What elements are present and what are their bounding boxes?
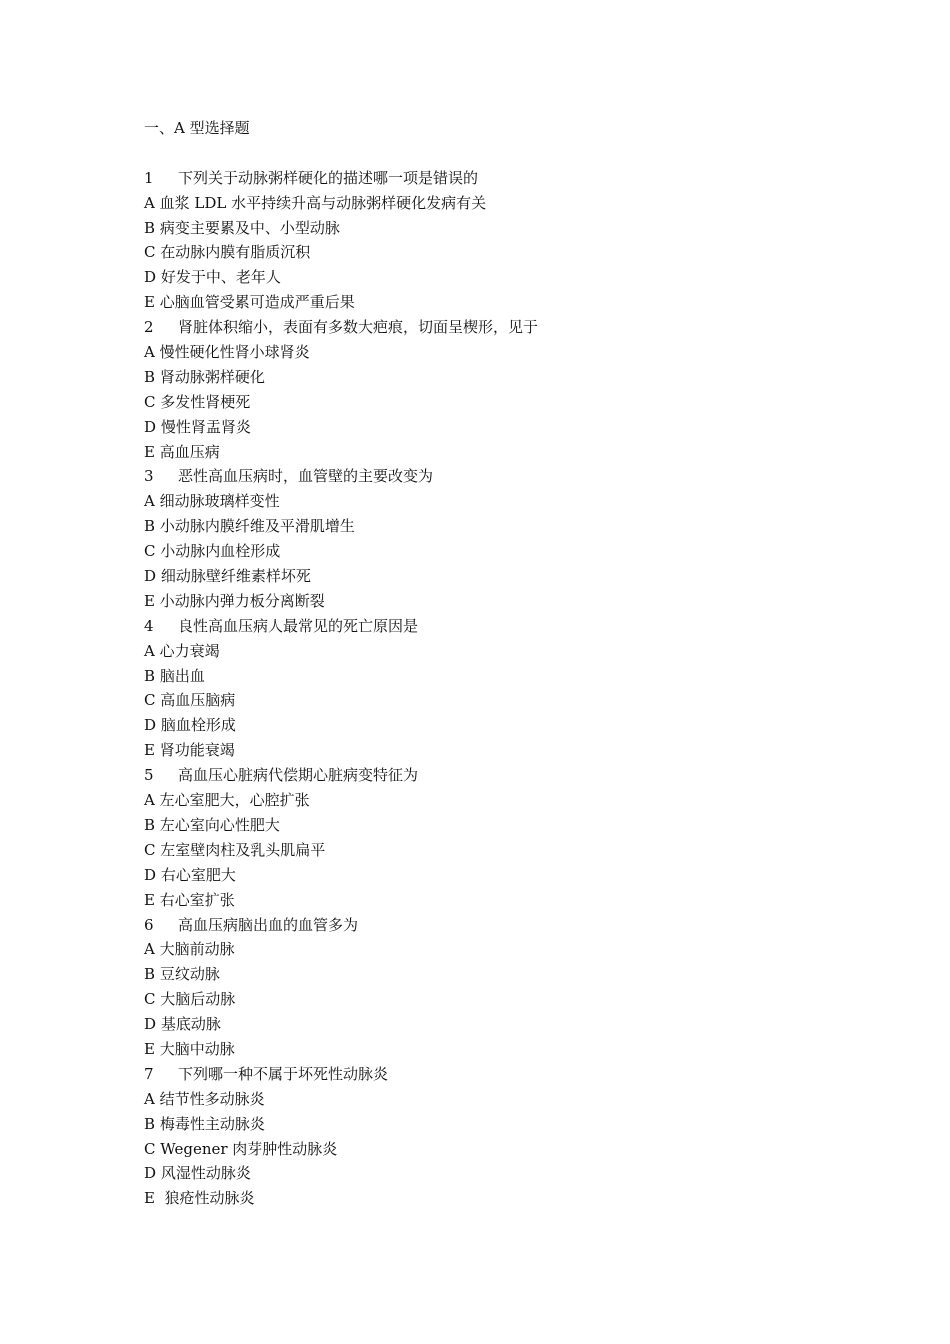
answer-option [144, 987, 844, 1012]
option-letter: B [144, 666, 156, 685]
answer-option [144, 664, 844, 689]
question-stem [144, 315, 844, 340]
option-text: 心脑血管受累可造成严重后果 [159, 293, 355, 312]
question-number: 3 [144, 467, 154, 486]
option-letter: D [144, 1164, 157, 1183]
option-text: 脑血栓形成 [160, 716, 236, 735]
answer-option [144, 390, 844, 415]
option-letter: E [144, 1189, 155, 1208]
option-text: 好发于中、老年人 [160, 268, 281, 287]
answer-option [144, 1161, 844, 1186]
option-text: 小动脉内膜纤维及平滑肌增生 [159, 517, 355, 536]
option-letter: C [144, 1139, 156, 1158]
option-letter: B [144, 815, 156, 834]
question-text: 恶性高血压病时，血管壁的主要改变为 [178, 467, 434, 486]
answer-option [144, 539, 844, 564]
option-text: 大脑中动脉 [159, 1039, 235, 1058]
question-stem [144, 464, 844, 489]
option-text: Wegener 肉芽肿性动脉炎 [160, 1139, 338, 1158]
option-text: 大脑后动脉 [160, 990, 236, 1009]
option-letter: A [144, 343, 155, 362]
option-letter: C [144, 691, 156, 710]
answer-option [144, 265, 844, 290]
question-number: 4 [144, 616, 154, 635]
question-stem [144, 913, 844, 938]
answer-option [144, 1037, 844, 1062]
answer-option [144, 937, 844, 962]
option-text: 右心室扩张 [159, 890, 235, 909]
question-text: 高血压心脏病代偿期心脏病变特征为 [178, 766, 419, 785]
answer-option [144, 340, 844, 365]
option-letter: D [144, 268, 157, 287]
option-letter: B [144, 965, 156, 984]
answer-option [144, 713, 844, 738]
answer-option [144, 738, 844, 763]
option-text: 慢性硬化性肾小球肾炎 [159, 343, 310, 362]
option-letter: A [144, 492, 155, 511]
answer-option [144, 1012, 844, 1037]
answer-option [144, 415, 844, 440]
answer-option [144, 863, 844, 888]
option-letter: A [144, 940, 155, 959]
option-text: 脑出血 [159, 666, 205, 685]
option-letter: B [144, 1114, 156, 1133]
option-text: 右心室肥大 [160, 865, 236, 884]
answer-option [144, 240, 844, 265]
option-text: 肾动脉粥样硬化 [159, 367, 265, 386]
option-letter: D [144, 567, 157, 586]
question-stem [144, 1062, 844, 1087]
question-text: 下列关于动脉粥样硬化的描述哪一项是错误的 [178, 168, 479, 187]
option-letter: D [144, 716, 157, 735]
option-text: 基底动脉 [160, 1015, 221, 1034]
option-letter: A [144, 193, 155, 212]
option-letter: E [144, 1039, 155, 1058]
answer-option [144, 639, 844, 664]
option-text: 病变主要累及中、小型动脉 [159, 218, 340, 237]
option-letter: B [144, 218, 156, 237]
option-text: 狼疮性动脉炎 [159, 1189, 255, 1208]
option-letter: C [144, 392, 156, 411]
option-text: 在动脉内膜有脂质沉积 [160, 243, 311, 262]
option-text: 左室壁肉柱及乳头肌扁平 [160, 840, 326, 859]
question-text: 下列哪一种不属于坏死性动脉炎 [178, 1064, 389, 1083]
option-letter: E [144, 741, 155, 760]
option-text: 高血压病 [159, 442, 220, 461]
option-text: 细动脉壁纤维素样坏死 [160, 567, 311, 586]
option-letter: C [144, 542, 156, 561]
question-list [144, 166, 844, 1211]
option-text: 风湿性动脉炎 [160, 1164, 251, 1183]
option-letter: B [144, 517, 156, 536]
option-text: 大脑前动脉 [159, 940, 235, 959]
answer-option [144, 1087, 844, 1112]
option-letter: D [144, 417, 157, 436]
answer-option [144, 838, 844, 863]
option-letter: C [144, 243, 156, 262]
question-number: 5 [144, 766, 154, 785]
option-letter: E [144, 293, 155, 312]
question-text: 高血压病脑出血的血管多为 [178, 915, 359, 934]
option-text: 血浆 LDL 水平持续升高与动脉粥样硬化发病有关 [159, 193, 487, 212]
answer-option [144, 365, 844, 390]
question-text: 肾脏体积缩小，表面有多数大疤痕，切面呈楔形，见于 [178, 318, 539, 337]
option-text: 多发性肾梗死 [160, 392, 251, 411]
answer-option [144, 1112, 844, 1137]
answer-option [144, 514, 844, 539]
document-content [144, 116, 844, 1211]
option-text: 高血压脑病 [160, 691, 236, 710]
answer-option [144, 216, 844, 241]
option-letter: A [144, 641, 155, 660]
question-text: 良性高血压病人最常见的死亡原因是 [178, 616, 419, 635]
question-number: 1 [144, 168, 154, 187]
question-number: 2 [144, 318, 154, 337]
question-stem [144, 166, 844, 191]
option-letter: B [144, 367, 156, 386]
answer-option [144, 888, 844, 913]
question-stem [144, 763, 844, 788]
question-number: 6 [144, 915, 154, 934]
answer-option [144, 1186, 844, 1211]
option-letter: A [144, 1089, 155, 1108]
answer-option [144, 813, 844, 838]
question-number: 7 [144, 1064, 154, 1083]
answer-option [144, 290, 844, 315]
option-text: 梅毒性主动脉炎 [159, 1114, 265, 1133]
option-letter: D [144, 1015, 157, 1034]
option-text: 小动脉内血栓形成 [160, 542, 281, 561]
answer-option [144, 564, 844, 589]
answer-option [144, 962, 844, 987]
option-letter: A [144, 791, 155, 810]
option-text: 细动脉玻璃样变性 [159, 492, 280, 511]
answer-option [144, 191, 844, 216]
option-text: 小动脉内弹力板分离断裂 [159, 591, 325, 610]
answer-option [144, 1137, 844, 1162]
option-letter: C [144, 840, 156, 859]
option-text: 左心室向心性肥大 [159, 815, 280, 834]
answer-option [144, 688, 844, 713]
option-text: 心力衰竭 [159, 641, 220, 660]
answer-option [144, 788, 844, 813]
option-text: 结节性多动脉炎 [159, 1089, 265, 1108]
section-title: 一、A 型选择题 [144, 119, 250, 137]
answer-option [144, 589, 844, 614]
option-text: 豆纹动脉 [159, 965, 220, 984]
option-letter: E [144, 890, 155, 909]
option-text: 慢性肾盂肾炎 [160, 417, 251, 436]
option-letter: D [144, 865, 157, 884]
answer-option [144, 489, 844, 514]
option-letter: C [144, 990, 156, 1009]
option-text: 肾功能衰竭 [159, 741, 235, 760]
option-letter: E [144, 591, 155, 610]
question-stem [144, 614, 844, 639]
option-letter: E [144, 442, 155, 461]
option-text: 左心室肥大，心腔扩张 [159, 791, 310, 810]
answer-option [144, 440, 844, 465]
